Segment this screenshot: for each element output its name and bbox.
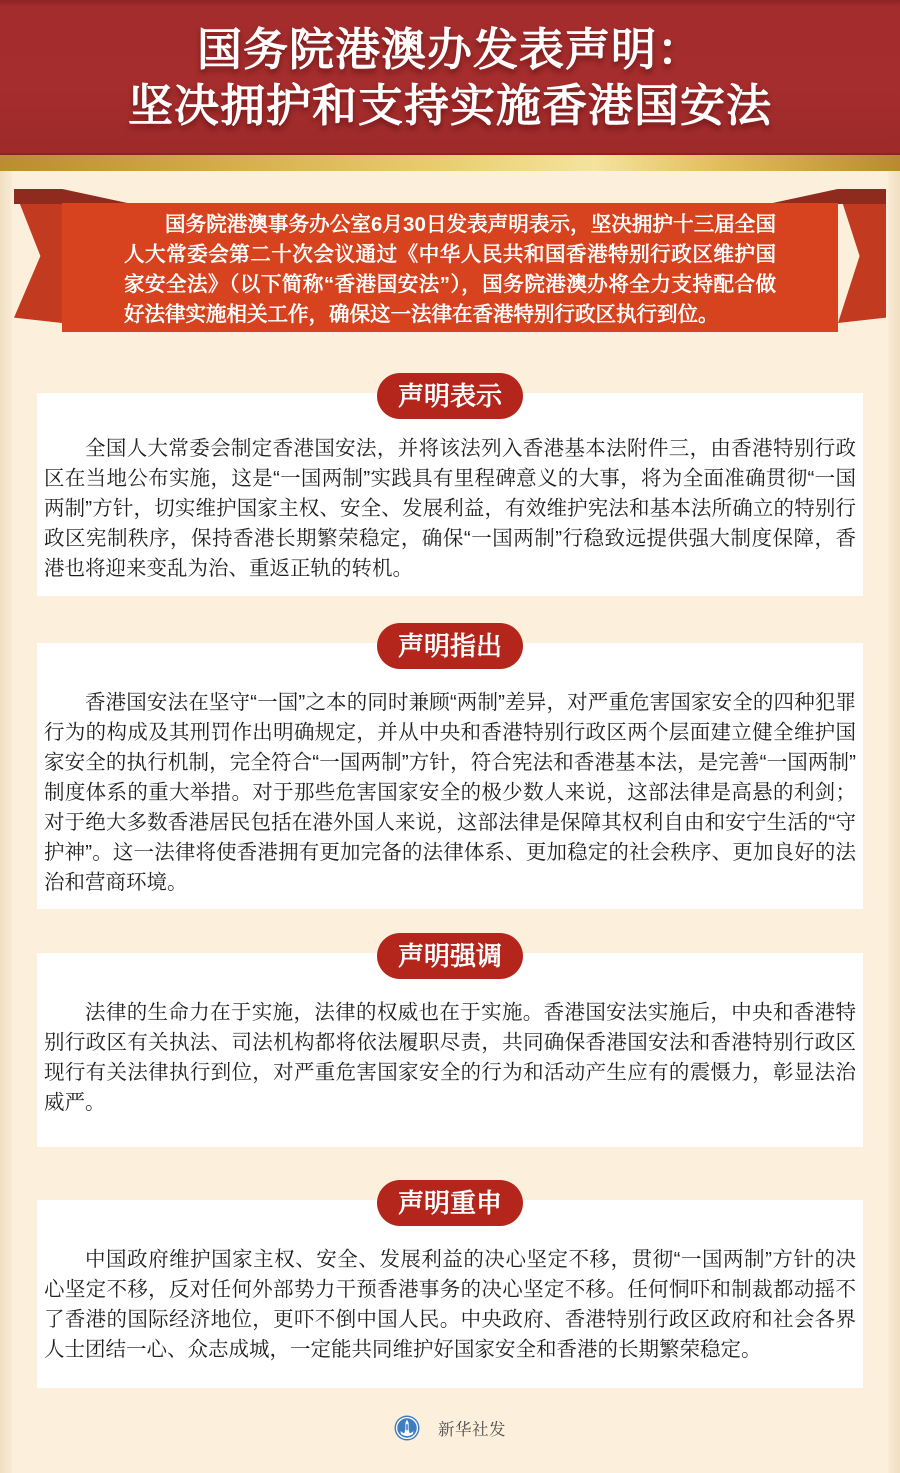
section-card [37,643,863,909]
page-edge-left [0,171,13,1473]
section-badge-shengming-zhichu: 声明指出 [377,623,523,669]
gold-divider [0,155,900,171]
section-body-text: 香港国安法在坚守“一国”之本的同时兼顾“两制”差异，对严重危害国家安全的四种犯罪行为的构成及其刑罚作出明确规定，并从中央和香港特别行政区两个层面建立健全维护国家安全的执行机制，完全符合“一国两制”方针，符合宪法和香港基本法，是完善“一国两制”制度体系的重大举措。对于那些危害国家安全的极少数人来说，这部法律是高悬的利剑；对于绝大多数香港居民包括在港外国人来说，这部法律是保障其权利自由和安宁生活的“守护神”。这一法律将使香港拥有更加完备的法律体系、更加稳定的社会秩序、更加良好的法治和营商环境。 [44,691,856,894]
section-body-text: 全国人大常委会制定香港国安法，并将该法列入香港基本法附件三，由香港特别行政区在当地公布实施，这是“一国两制”实践具有里程碑意义的大事，将为全面准确贯彻“一国两制”方针，切实维护国家主权、安全、发展利益，有效维护宪法和基本法所确立的特别行政区宪制秩序，保持香港长期繁荣稳定，确保“一国两制”行稳致远提供强大制度保障，香港也将迎来变乱为治、重返正轨的转机。 [44,437,856,580]
ribbon-fold-right [768,189,886,204]
section-card [37,953,863,1147]
section-card [37,1200,863,1388]
section-badge-shengming-qiangdiao: 声明强调 [377,933,523,979]
footer-credit-text: 新华社发 [438,1421,506,1439]
header-banner [0,0,900,155]
ribbon-fold-left [14,189,132,204]
footer-credit-row [0,1412,900,1444]
ribbon-tail-right [838,189,886,323]
ribbon-summary-text: 国务院港澳事务办公室6月30日发表声明表示，坚决拥护十三届全国人大常委会第二十次会议通过《中华人民共和国香港特别行政区维护国家安全法》（以下简称“香港国安法”），国务院港澳办将全力支持配合做好法律实施相关工作，确保这一法律在香港特别行政区执行到位。 [124,213,776,326]
page-title-line2: 坚决拥护和支持实施香港国安法 [127,80,772,131]
section-badge-shengming-chongshen: 声明重申 [377,1180,523,1226]
ribbon-tail-left [14,189,62,323]
page-edge-right [887,171,900,1473]
section-body-text: 法律的生命力在于实施，法律的权威也在于实施。香港国安法实施后，中央和香港特别行政区有关执法、司法机构都将依法履职尽责，共同确保香港国安法和香港特别行政区现行有关法律执行到位，对严重危害国家安全的行为和活动产生应有的震慑力，彰显法治威严。 [44,1001,856,1114]
section-badge-shengming-biaoshi: 声明表示 [377,373,523,419]
section-card [37,393,863,596]
section-body-text: 中国政府维护国家主权、安全、发展利益的决心坚定不移，贯彻“一国两制”方针的决心坚定不移，反对任何外部势力干预香港事务的决心坚定不移。任何恫吓和制裁都动摇不了香港的国际经济地位，更吓不倒中国人民。中央政府、香港特别行政区政府和社会各界人士团结一心、众志成城，一定能共同维护好国家安全和香港的长期繁荣稳定。 [44,1248,856,1361]
page-title-line1: 国务院港澳办发表声明： [196,24,703,75]
page-title [0,22,900,134]
xinhua-logo-icon [394,1415,420,1441]
